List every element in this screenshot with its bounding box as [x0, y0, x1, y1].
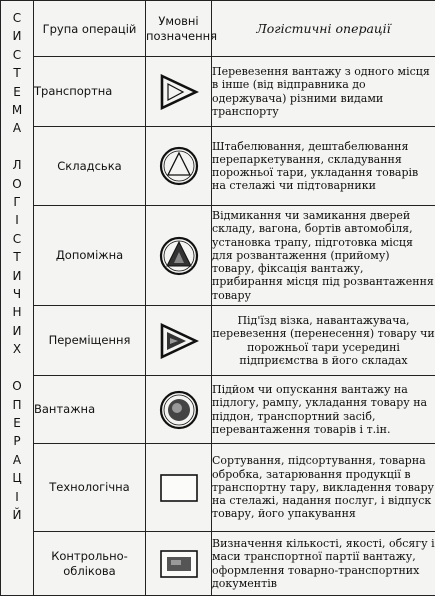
side-label-letter: И	[13, 267, 22, 285]
triangle-right-icon	[146, 57, 212, 127]
side-label-letter: Р	[13, 432, 20, 450]
header-symbol-line2: позначення	[146, 29, 217, 43]
operation-text: Визначення кількості, якості, обсягу і маси транспортної партії вантажу, оформлення товарно-транспортних документів	[212, 532, 435, 596]
side-label-letter: Г	[13, 193, 20, 211]
side-label-letter: С	[13, 230, 21, 248]
table-row	[1, 532, 435, 596]
side-label-letter: А	[13, 119, 21, 137]
side-label-letter: Е	[13, 83, 21, 101]
group-transport: Транспортна	[34, 57, 146, 127]
group-auxiliary: Допоміжна	[34, 206, 146, 306]
side-label-letter: М	[12, 101, 22, 119]
side-label-letter: И	[13, 322, 22, 340]
filled-triangle-in-circle-icon	[146, 206, 212, 306]
side-label-letter: И	[13, 27, 22, 45]
group-warehouse: Складська	[34, 127, 146, 206]
table-row	[1, 444, 435, 532]
table-row	[1, 57, 435, 127]
side-label-letter: С	[13, 9, 21, 27]
side-label-letter: Л	[12, 156, 21, 174]
table-row	[1, 306, 435, 376]
side-label-letter: О	[12, 175, 21, 193]
filled-circle-in-circle-icon	[146, 376, 212, 444]
side-label-letter: І	[15, 211, 19, 229]
operation-text: Підйом чи опускання вантажу на підлогу, рампу, укладання товару на піддон, транспортний засіб, перевантаження товарів і т.ін.	[212, 376, 435, 444]
operation-text: Сортування, підсортування, товарна обробка, затарювання продукції в транспортну тару, викладення товару на стелажі, надання послуг, і відпуск товару, його упакування	[212, 444, 435, 532]
group-line1: Контрольно-	[51, 549, 128, 563]
group-control-accounting	[34, 532, 146, 596]
side-label-letter: Ч	[13, 285, 21, 303]
table-row	[1, 376, 435, 444]
triangle-in-circle-icon	[146, 127, 212, 206]
side-label-letter: Е	[13, 414, 21, 432]
operation-text: Штабелювання, дештабелювання перепаркетування, складування порожньої тари, укладання товарів на стелажі чи підтоварники	[212, 127, 435, 206]
side-label-letter: О	[12, 377, 21, 395]
side-label-letter: Й	[13, 506, 22, 524]
group-movement: Переміщення	[34, 306, 146, 376]
filled-triangle-right-icon	[146, 306, 212, 376]
header-symbol-line1: Умовні	[158, 14, 198, 28]
group-line2: облікова	[63, 564, 115, 578]
side-label-letter: І	[15, 488, 19, 506]
side-label-letter: Т	[13, 248, 20, 266]
side-label-letter: Н	[12, 303, 21, 321]
side-label-letter: П	[12, 396, 21, 414]
side-label-letter: Т	[13, 64, 20, 82]
side-label-letter: Х	[13, 340, 21, 358]
header-symbol	[146, 1, 212, 57]
side-label-letter: Ц	[12, 469, 21, 487]
side-label-cell	[1, 1, 34, 596]
header-operations: Логістичні операції	[212, 1, 435, 57]
group-cargo: Вантажна	[34, 376, 146, 444]
side-label	[1, 1, 33, 524]
table-row	[1, 127, 435, 206]
filled-rectangle-in-rectangle-icon	[146, 532, 212, 596]
operation-text: Відмикання чи замикання дверей складу, вагона, бортів автомобіля, установка трапу, підготовка місця для розвантаження (прийому) товару, фіксація вантажу, прибирання місця під розвантаження товару	[212, 206, 435, 306]
side-label-letter: С	[13, 46, 21, 64]
table-row	[1, 206, 435, 306]
header-group: Група операцій	[34, 1, 146, 57]
rectangle-icon	[146, 444, 212, 532]
group-technological: Технологічна	[34, 444, 146, 532]
operation-text: Перевезення вантажу з одного місця в інше (від відправника до одержувача) різними видами транспорту	[212, 57, 435, 127]
table-header-row	[1, 1, 435, 57]
operation-text: Під'їзд візка, навантажувача, перевезення (перенесення) товару чи порожньої тари усередині підприємства в його складах	[212, 306, 435, 376]
side-label-letter: А	[13, 451, 21, 469]
